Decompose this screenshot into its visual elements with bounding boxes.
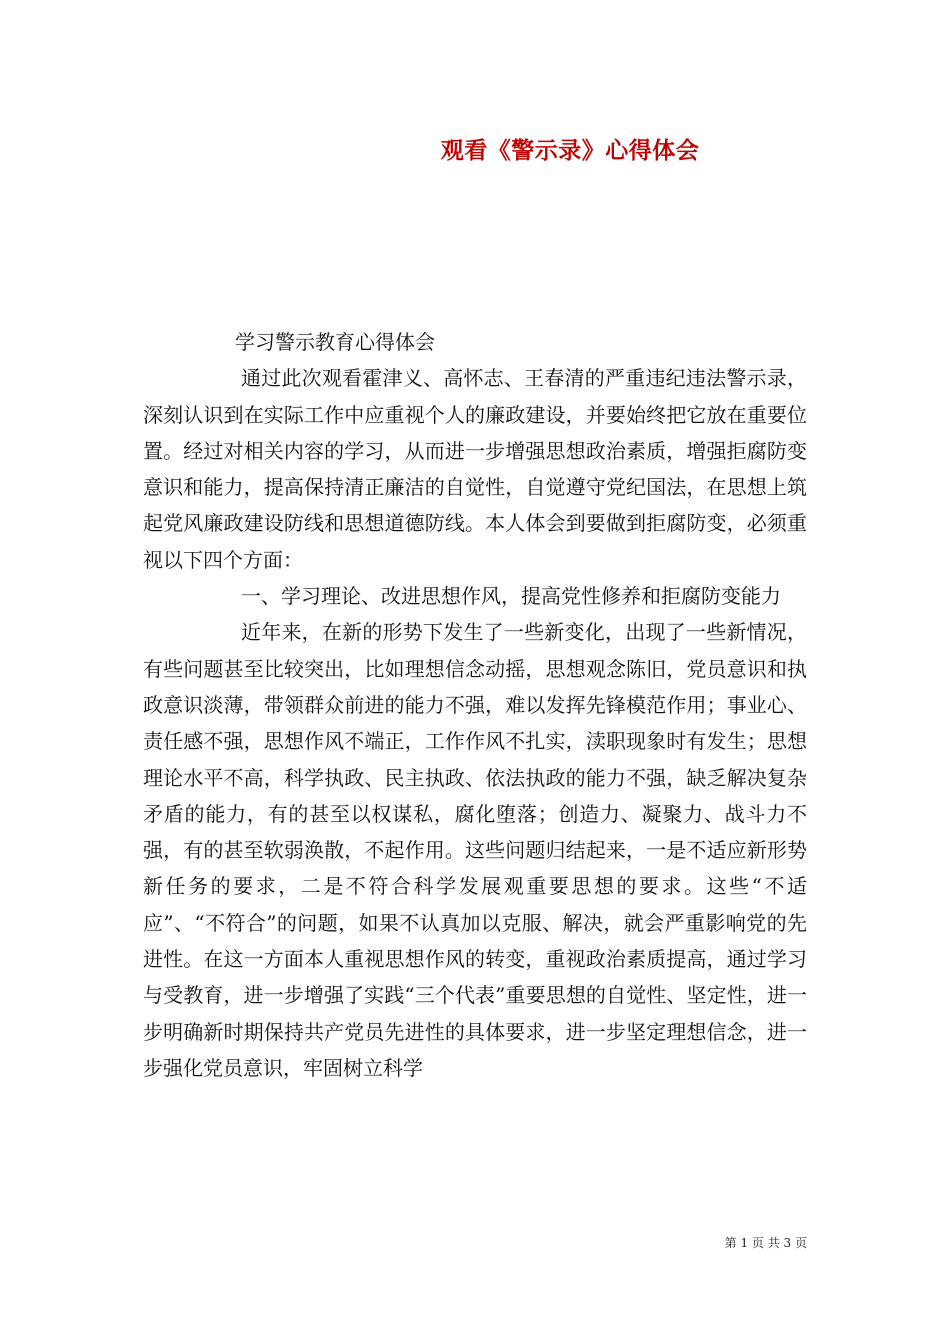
document-subtitle: 学习警示教育心得体会	[235, 330, 435, 354]
paragraph-section-1: 近年来，在新的形势下发生了一些新变化，出现了一些新情况，有些问题甚至比较突出，比如理想信念动摇，思想观念陈旧，党员意识和执政意识淡薄，带领群众前进的能力不强，难以发挥先锋模范作用；事业心、责任感不强，思想作风不端正，工作作风不扎实，渎职现象时有发生；思想理论水平不高，科学执政、民主执政、依法执政的能力不强，缺乏解决复杂矛盾的能力，有的甚至以权谋私，腐化堕落；创造力、凝聚力、战斗力不强，有的甚至软弱涣散，不起作用。这些问题归结起来，一是不适应新形势新任务的要求，二是不符合科学发展观重要思想的要求。这些“不适应”、“不符合”的问题，如果不认真加以克服、解决，就会严重影响党的先进性。在这一方面本人重视思想作风的转变，重视政治素质提高，通过学习与受教育，进一步增强了实践“三个代表”重要思想的自觉性、坚定性，进一步明确新时期保持共产党员先进性的具体要求，进一步坚定理想信念，进一步强化党员意识，牢固树立科学	[143, 620, 807, 1080]
document-body	[143, 324, 807, 1086]
paragraph-intro: 通过此次观看霍津义、高怀志、王春清的严重违纪违法警示录，深刻认识到在实际工作中应重视个人的廉政建设，并要始终把它放在重要位置。经过对相关内容的学习，从而进一步增强思想政治素质，增强拒腐防变意识和能力，提高保持清正廉洁的自觉性，自觉遵守党纪国法，在思想上筑起党风廉政建设防线和思想道德防线。本人体会到要做到拒腐防变，必须重视以下四个方面：	[143, 366, 807, 572]
page-title: 观看《警示录》心得体会	[440, 137, 700, 164]
page-number-footer: 第 1 页 共 3 页	[724, 1236, 807, 1250]
section-heading-1: 一、学习理论、改进思想作风，提高党性修养和拒腐防变能力	[241, 584, 781, 609]
